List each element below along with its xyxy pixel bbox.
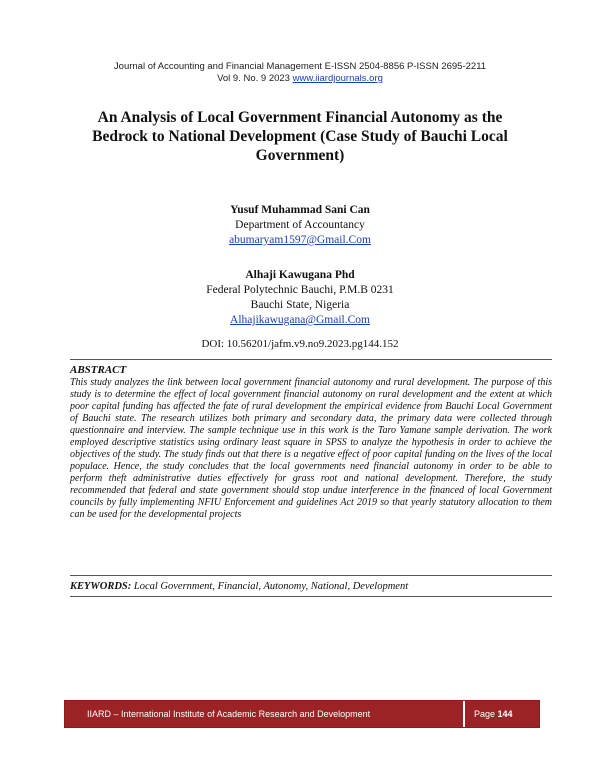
author-name: Alhaji Kawugana Phd — [245, 269, 355, 281]
author-email-link[interactable]: Alhajikawugana@Gmail.Com — [230, 314, 370, 326]
page-footer — [64, 700, 540, 728]
abstract-text: This study analyzes the link between local government financial autonomy and rural development. The purpose of this study is to determine the effect of local government financial autonomy on rural development and the extent at which poor capital funding has affected the fate of rural development the empirical evidence from Bauchi Local Government of Bauchi state. The research utilizes both primary and secondary data, the primary data were collected through questionnaire and interview. The sample technique use in this work is the Taro Yamane sample derivation. The work employed descriptive statistics using ordinary least square in SPSS to analyze the hypothesis in order to achieve the objectives of the study. The study finds out that there is a negative effect of poor capital funding on the lives of the local populace. Hence, the study concludes that the local governments need financial autonomy in order to be able to perform theft administrative duties effectively for grass root and national development. Therefore, the study recommended that federal and state government should stop undue interference in the financed of local Government councils by fully implementing NFIU Enforcement and guidelines Act 2019 so that yearly statutory allocation to them can be used for the developmental projects — [70, 377, 552, 520]
volume-line: Vol 9. No. 9 2023 — [217, 73, 290, 84]
footer-institute: IIARD – International Institute of Academic Research and Development — [65, 701, 465, 727]
author-location: Bauchi State, Nigeria — [250, 299, 350, 311]
author-block-1 — [0, 203, 600, 248]
page-label: Page — [474, 709, 496, 719]
footer-page — [468, 701, 539, 727]
keywords-line — [70, 581, 552, 592]
page-number: 144 — [497, 709, 513, 719]
keywords-label: KEYWORDS: — [70, 581, 132, 592]
author-affiliation: Department of Accountancy — [235, 219, 365, 231]
doi-line: DOI: 10.56201/jafm.v9.no9.2023.pg144.152 — [201, 338, 399, 350]
abstract-heading: ABSTRACT — [70, 364, 127, 376]
author-name: Yusuf Muhammad Sani Can — [230, 204, 370, 216]
author-block-2 — [0, 268, 600, 328]
journal-url-link[interactable]: www.iiardjournals.org — [292, 73, 383, 84]
journal-line: Journal of Accounting and Financial Management E-ISSN 2504-8856 P-ISSN 2695-2211 — [113, 61, 487, 72]
divider — [70, 575, 552, 576]
journal-volume — [0, 73, 600, 84]
keywords-text: Local Government, Financial, Autonomy, National, Development — [133, 581, 409, 592]
author-email-link[interactable]: abumaryam1597@Gmail.Com — [229, 234, 371, 246]
divider — [70, 359, 552, 360]
author-affiliation: Federal Polytechnic Bauchi, P.M.B 0231 — [206, 284, 394, 296]
paper-title: An Analysis of Local Government Financial Autonomy as the Bedrock to National Development (Case Study of Bauchi Local Government) — [92, 109, 508, 164]
divider — [70, 596, 552, 597]
journal-info — [0, 61, 600, 72]
